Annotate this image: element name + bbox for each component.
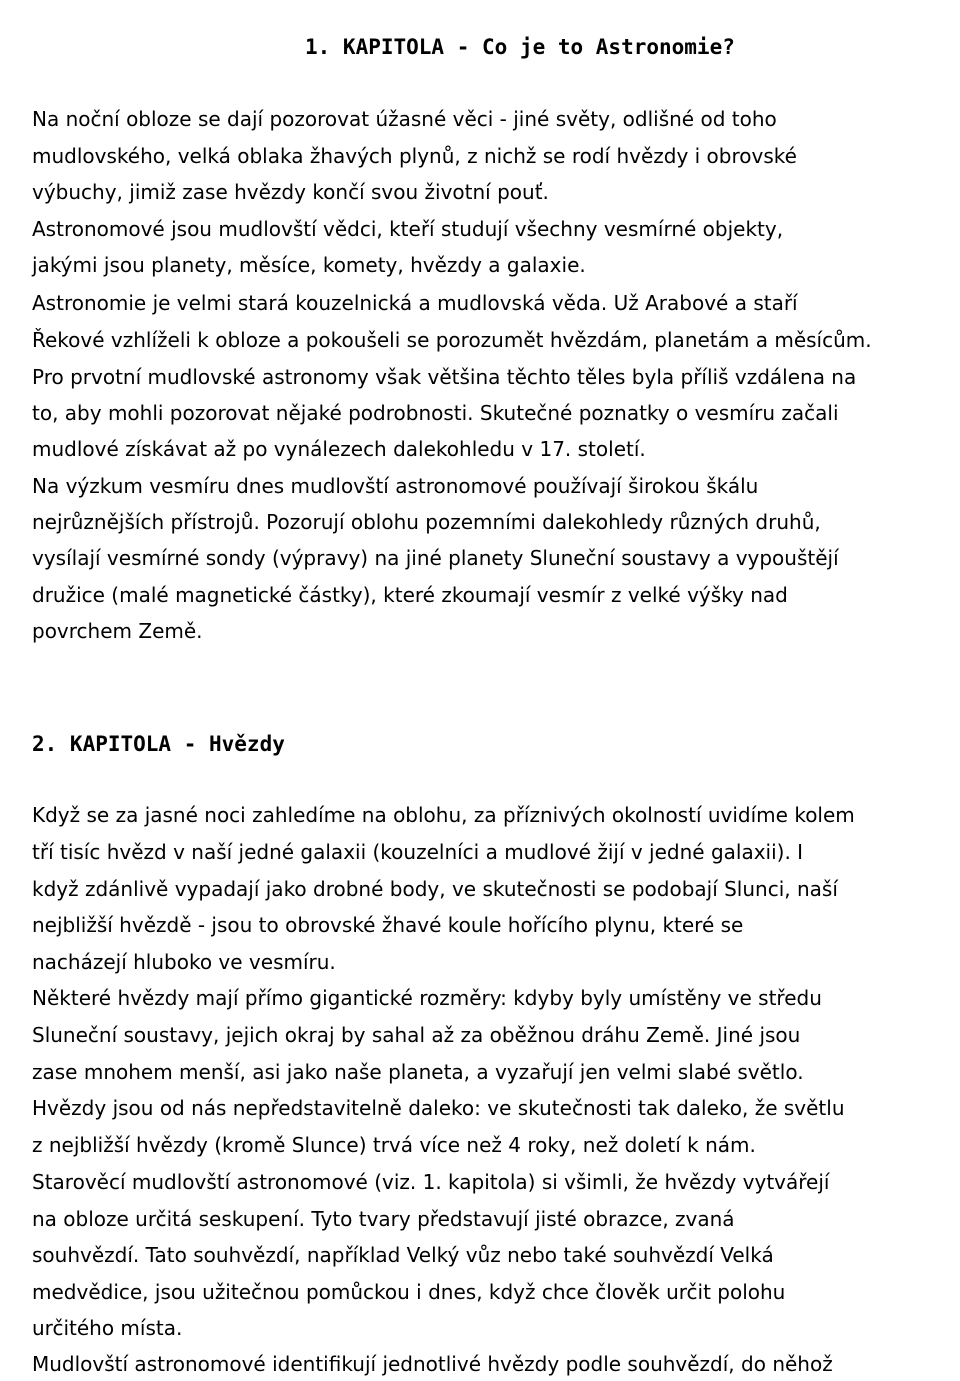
text-line: vysílají vesmírné sondy (výpravy) na jiné planety Sluneční soustavy a vypouštějí [32, 546, 839, 570]
text-line: výbuchy, jimiž zase hvězdy končí svou životní pouť. [32, 180, 549, 204]
text-line: mudlovského, velká oblaka žhavých plynů, z nichž se rodí hvězdy i obrovské [32, 144, 797, 168]
text-line: medvědice, jsou užitečnou pomůckou i dnes, když chce člověk určit polohu [32, 1280, 786, 1304]
text-line: to, aby mohli pozorovat nějaké podrobnosti. Skutečné poznatky o vesmíru začali [32, 401, 839, 425]
text-line: Pro prvotní mudlovské astronomy však většina těchto těles byla příliš vzdálena na [32, 365, 857, 389]
text-line: určitého místa. [32, 1316, 183, 1340]
text-line: Mudlovští astronomové identifikují jednotlivé hvězdy podle souhvězdí, do něhož [32, 1352, 833, 1376]
text-line: nejrůznějších přístrojů. Pozorují oblohu pozemními dalekohledy různých druhů, [32, 510, 821, 534]
text-line: když zdánlivě vypadají jako drobné body, ve skutečnosti se podobají Slunci, naší [32, 877, 838, 901]
text-line: Na výzkum vesmíru dnes mudlovští astronomové používají širokou škálu [32, 474, 759, 498]
text-line: nejbližší hvězdě - jsou to obrovské žhavé koule hořícího plynu, které se [32, 913, 744, 937]
chapter-2-heading: 2. KAPITOLA - Hvězdy [32, 732, 285, 756]
text-line: jakými jsou planety, měsíce, komety, hvězdy a galaxie. [32, 253, 586, 277]
text-line: Astronomie je velmi stará kouzelnická a mudlovská věda. Už Arabové a staří [32, 291, 798, 315]
text-line: Některé hvězdy mají přímo gigantické rozměry: kdyby byly umístěny ve středu [32, 986, 822, 1010]
text-line: Hvězdy jsou od nás nepředstavitelně daleko: ve skutečnosti tak daleko, že světlu [32, 1096, 845, 1120]
text-line: tří tisíc hvězd v naší jedné galaxii (kouzelníci a mudlové žijí v jedné galaxii). I [32, 840, 804, 864]
text-line: nacházejí hluboko ve vesmíru. [32, 950, 336, 974]
text-line: Sluneční soustavy, jejich okraj by sahal až za oběžnou dráhu Země. Jiné jsou [32, 1023, 801, 1047]
text-line: zase mnohem menší, asi jako naše planeta, a vyzařují jen velmi slabé světlo. [32, 1060, 804, 1084]
chapter-1-heading: 1. KAPITOLA - Co je to Astronomie? [305, 35, 735, 59]
text-line: mudlové získávat až po vynálezech dalekohledu v 17. století. [32, 437, 646, 461]
text-line: souhvězdí. Tato souhvězdí, například Velký vůz nebo také souhvězdí Velká [32, 1243, 774, 1267]
text-line: na obloze určitá seskupení. Tyto tvary představují jisté obrazce, zvaná [32, 1207, 735, 1231]
text-line: Starověcí mudlovští astronomové (viz. 1. kapitola) si všimli, že hvězdy vytvářejí [32, 1170, 830, 1194]
text-line: Když se za jasné noci zahledíme na oblohu, za příznivých okolností uvidíme kolem [32, 803, 855, 827]
text-line: Astronomové jsou mudlovští vědci, kteří studují všechny vesmírné objekty, [32, 217, 784, 241]
text-line: povrchem Země. [32, 619, 203, 643]
text-line: družice (malé magnetické částky), které zkoumají vesmír z velké výšky nad [32, 583, 788, 607]
text-line: z nejbližší hvězdy (kromě Slunce) trvá více než 4 roky, než doletí k nám. [32, 1133, 756, 1157]
text-line: Na noční obloze se dají pozorovat úžasné věci - jiné světy, odlišné od toho [32, 107, 777, 131]
text-line: Řekové vzhlíželi k obloze a pokoušeli se porozumět hvězdám, planetám a měsícům. [32, 328, 872, 352]
